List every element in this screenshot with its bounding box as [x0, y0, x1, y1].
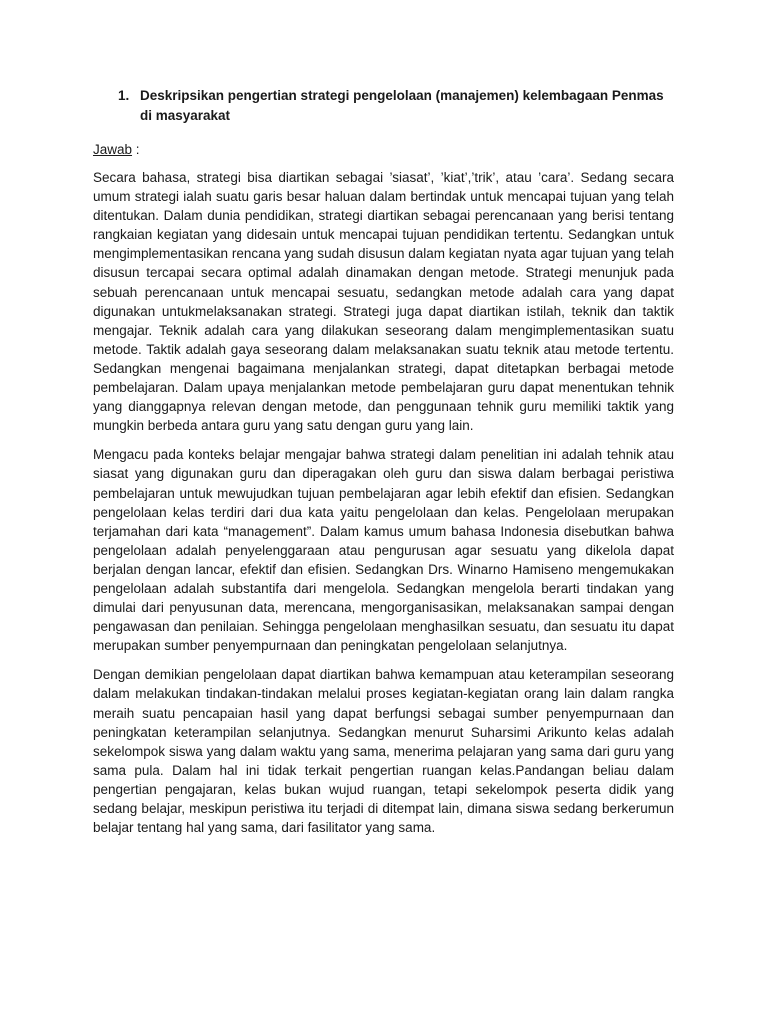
- answer-label-text: Jawab: [93, 142, 133, 157]
- question-text: Deskripsikan pengertian strategi pengelolaan (manajemen) kelembagaan Penmas di masyarakat: [140, 88, 664, 123]
- paragraph-class: Dengan demikian pengelolaan dapat diartikan bahwa kemampuan atau keterampilan seseorang dalam melakukan tindakan-tindakan melalui proses kegiatan-kegiatan orang lain dalam rangka meraih suatu pencapaian hasil yang dapat berfungsi sebagai sumber penyempurnaan dan peningkatan keterampilan selanjutnya. Sedangkan menurut Suharsimi Arikunto kelas adalah sekelompok siswa yang dalam waktu yang sama, menerima pelajaran yang sama dari guru yang sama pula. Dalam hal ini tidak terkait pengertian ruangan kelas.Pandangan beliau dalam pengertian pengajaran, kelas bukan wujud ruangan, tetapi sekelompok peserta didik yang sedang belajar, meskipun peristiwa itu terjadi di ditempat lain, dimana siswa sedang berkerumun belajar tentang hal yang sama, dari fasilitator yang sama.: [93, 667, 674, 836]
- document-page: [93, 86, 674, 837]
- question-item: [118, 86, 674, 126]
- paragraph-management: Mengacu pada konteks belajar mengajar bahwa strategi dalam penelitian ini adalah tehnik atau siasat yang digunakan guru dan diperagakan oleh guru dan siswa dalam berbagai peristiwa pembelajaran untuk mewujudkan tujuan pembelajaran agar lebih efektif dan efisien. Sedangkan pengelolaan kelas terdiri dari dua kata yaitu pengelolaan dan kelas. Pengelolaan merupakan terjamahan dari kata “management”. Dalam kamus umum bahasa Indonesia disebutkan bahwa pengelolaan adalah penyelenggaraan atau pengurusan agar sesuatu yang dikelola dapat berjalan dengan lancar, efektif dan efisien. Sedangkan Drs. Winarno Hamiseno mengemukakan pengelolaan adalah substantifa dari mengelola. Sedangkan mengelola berarti tindakan yang dimulai dari penyusunan data, merencana, mengorganisasikan, melaksanakan sampai dengan pengawasan dan penilaian. Sehingga pengelolaan menghasilkan sesuatu, dan sesuatu itu dapat merupakan sumber penyempurnaan dan peningkatan pengelolaan selanjutnya.: [93, 447, 674, 654]
- answer-label-colon: :: [132, 142, 140, 157]
- answer-label: [93, 140, 674, 160]
- paragraph-strategy: Secara bahasa, strategi bisa diartikan sebagai ’siasat’, ’kiat’,’trik’, atau ’cara’. Sedang secara umum strategi ialah suatu garis besar haluan dalam bertindak untuk mencapai tujuan yang telah ditentukan. Dalam dunia pendidikan, strategi diartikan sebagai perencanaan yang berisi tentang rangkaian kegiatan yang didesain untuk mencapai tujuan pendidikan tertentu. Sedangkan untuk mengimplementasikan rencana yang sudah disusun dalam kegiatan nyata agar tujuan yang telah disusun tercapai secara optimal adalah dinamakan dengan metode. Strategi menunjuk pada sebuah perencanaan untuk mencapai sesuatu, sedangkan metode adalah cara yang dapat digunakan untukmelaksanakan strategi. Strategi juga dapat diartikan istilah, teknik dan taktik mengajar. Teknik adalah cara yang dilakukan seseorang dalam mengimplementasikan suatu metode. Taktik adalah gaya seseorang dalam melaksanakan suatu teknik atau metode tertentu. Sedangkan mengenai bagaimana menjalankan strategi, dapat ditetapkan berbagai metode pembelajaran. Dalam upaya menjalankan metode pembelajaran guru dapat menentukan tehnik yang dianggapnya relevan dengan metode, dan penggunaan tehnik guru memiliki taktik yang mungkin berbeda antara guru yang satu dengan guru yang lain.: [93, 170, 674, 434]
- question-number: 1.: [118, 88, 130, 103]
